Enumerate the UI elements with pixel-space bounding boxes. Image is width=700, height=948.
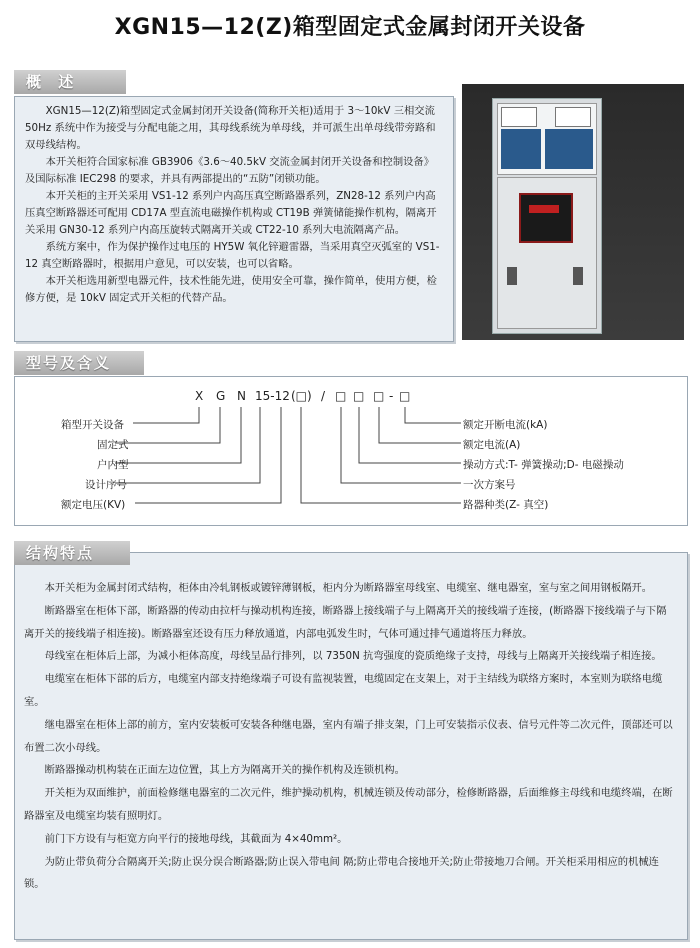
- model-label-scheme: 一次方案号: [463, 479, 516, 491]
- overview-paragraph: XGN15—12(Z)箱型固定式金属封闭开关设备(简称开关柜)适用于 3～10kV 三相交流 50Hz 系统中作为接受与分配电能之用，其母线系统为单母线，并可派生出单母线带旁路和双母线结构。: [25, 105, 436, 151]
- structure-paragraph: 开关柜为双面维护，前面检修继电器室的二次元件，维护操动机构，机械连锁及传动部分，检修断路器，后面维修主母线和电缆终端，在断路器室及电缆室均装有照明灯。: [24, 787, 673, 822]
- model-label-fixed: 固定式: [97, 439, 129, 451]
- code-box-current: □: [373, 389, 385, 403]
- product-photo: [462, 84, 684, 340]
- structure-paragraph: 电缆室在柜体下部的后方，电缆室内部支持绝缘端子可设有监视装置，电缆固定在支架上，对于主结线为联络方案时，本室则为联络电缆室。: [24, 673, 663, 708]
- page-title: XGN15—12(Z)箱型固定式金属封闭开关设备: [114, 15, 586, 40]
- structure-paragraph: 母线室在柜体后上部，为减小柜体高度，母线呈品行排列，以 7350N 抗弯强度的瓷质绝缘子支持，母线与上隔离开关接线端子相连接。: [44, 650, 662, 663]
- section-tab-overview: [14, 70, 126, 94]
- structure-text: [24, 577, 674, 896]
- code-voltage: 15-12: [255, 389, 290, 403]
- code-box-operation: □: [353, 389, 365, 403]
- structure-paragraph: 断路器操动机构装在正面左边位置，其上方为隔离开关的操作机构及连锁机构。: [44, 764, 405, 777]
- code-dash: -: [389, 389, 394, 403]
- model-label-rated-voltage: 额定电压(KV): [61, 499, 126, 511]
- code-box-breaking: □: [399, 389, 411, 403]
- section-title-overview: 概 述: [26, 73, 80, 91]
- code-box-scheme: □: [335, 389, 347, 403]
- structure-paragraph: 断路器室在柜体下部，断路器的传动由拉杆与操动机构连接，断路器上接线端子与上隔离开关的接线端子连接，(断路器下接线端子与下隔离开关的接线端子相连接)。断路器室还设有压力释放通道，内部电弧发生时，气体可通过排气通道将压力释放。: [24, 604, 667, 640]
- section-title-model: 型号及含义: [26, 354, 112, 372]
- model-label-operation: 操动方式:T- 弹簧操动;D- 电磁操动: [463, 459, 624, 471]
- code-char-n: N: [237, 389, 246, 403]
- overview-paragraph: 系统方案中，作为保护操作过电压的 HY5W 氧化锌避雷器，当采用真空灭弧室的 VS1-12 真空断路器时，根据用户意见，可以安装，也可以省略。: [25, 241, 440, 270]
- model-label-rated-current: 额定电流(A): [463, 439, 521, 451]
- structure-paragraph: 继电器室在柜体上部的前方，室内安装板可安装各种继电器，室内有端子排支架，门上可安装指示仪表、信号元件等二次元件，顶部还可以布置二次小母线。: [24, 718, 673, 754]
- model-label-design-no: 设计序号: [85, 479, 127, 491]
- section-tab-structure: [14, 541, 130, 565]
- model-label-indoor: 户内型: [97, 459, 129, 471]
- code-char-g: G: [216, 389, 226, 403]
- structure-paragraph: 前门下方设有与柜宽方向平行的接地母线，其截面为 4×40mm²。: [44, 832, 348, 845]
- overview-text: [25, 103, 443, 307]
- model-label-breaker-type: 路器种类(Z- 真空): [463, 499, 549, 511]
- model-label-box-switchgear: 箱型开关设备: [61, 419, 124, 431]
- model-label-breaking-current: 额定开断电流(kA): [463, 419, 548, 431]
- overview-paragraph: 本开关柜的主开关采用 VS1-12 系列户内高压真空断路器系列，ZN28-12 系列户内高压真空断路器还可配用 CD17A 型直流电磁操作机构或 CT19B 弹簧储能操作机构，隔离开关采用 GN30-12 系列户内高压旋转式隔离开关或 CT22-10 系列大电流隔离产品。: [25, 190, 437, 236]
- structure-paragraph: 本开关柜为金属封闭式结构，柜体由冷轧钢板或镀锌薄钢板，柜内分为断路器室母线室、电缆室、继电器室，室与室之间用钢板隔开。: [44, 582, 653, 594]
- section-title-structure: 结构特点: [26, 544, 95, 562]
- switchgear-cabinet-image: [492, 98, 602, 334]
- code-char-x: X: [195, 389, 204, 403]
- overview-box: [14, 96, 454, 342]
- code-slash: /: [321, 389, 326, 403]
- section-tab-model: [14, 351, 144, 375]
- code-type-box: (□): [291, 389, 312, 403]
- structure-paragraph: 为防止带负荷分合隔离开关;防止误分误合断路器;防止误入带电间 隔;防止带电合接地开关;防止带接地刀合闸。开关柜采用相应的机械连锁。: [24, 855, 659, 891]
- overview-paragraph: 本开关柜选用新型电器元件，技术性能先进，使用安全可靠，操作简单，使用方便，检修方便，是 10kV 固定式开关柜的代替产品。: [25, 275, 437, 304]
- model-diagram: [14, 376, 688, 526]
- overview-paragraph: 本开关柜符合国家标准 GB3906《3.6～40.5kV 交流金属封闭开关设备和控制设备》及国际标准 IEC298 的要求，并具有两部提出的“五防”闭锁功能。: [25, 156, 435, 185]
